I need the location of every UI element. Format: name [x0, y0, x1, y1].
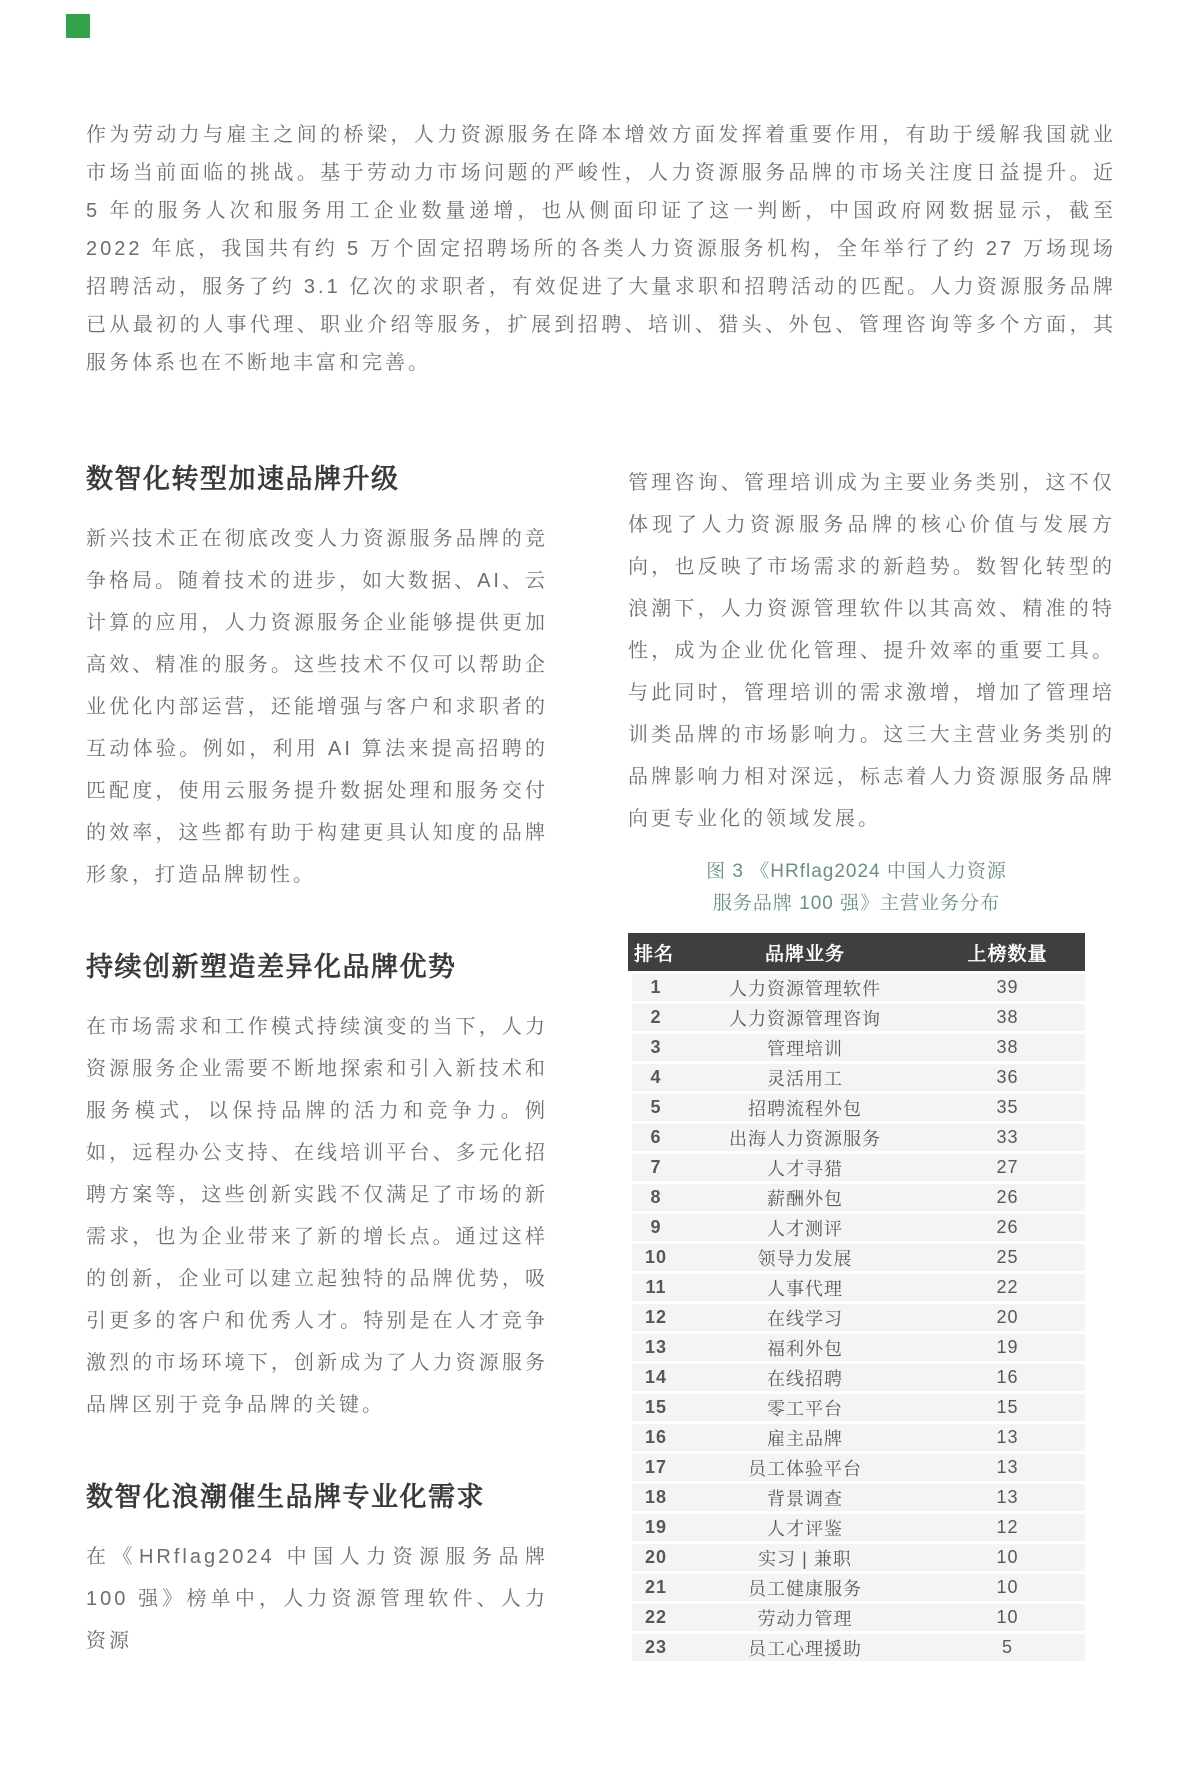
- business-cell: 出海人力资源服务: [680, 1124, 930, 1151]
- rank-cell: 6: [628, 1124, 680, 1151]
- business-cell: 领导力发展: [680, 1244, 930, 1271]
- section-body-innovation: 在市场需求和工作模式持续演变的当下，人力资源服务企业需要不断地探索和引入新技术和服务模式，以保持品牌的活力和竞争力。例如，远程办公支持、在线培训平台、多元化招聘方案等，这些创新实践不仅满足了市场的新需求，也为企业带来了新的增长点。通过这样的创新，企业可以建立起独特的品牌优势，吸引更多的客户和优秀人才。特别是在人才竞争激烈的市场环境下，创新成为了人力资源服务品牌区别于竞争品牌的关键。: [86, 1016, 548, 1416]
- right-column: [628, 446, 1115, 1664]
- rank-cell: 14: [628, 1364, 680, 1391]
- section-body-digital-transformation: 新兴技术正在彻底改变人力资源服务品牌的竞争格局。随着技术的进步，如大数据、AI、云计算的应用，人力资源服务企业能够提供更加高效、精准的服务。这些技术不仅可以帮助企业优化内部运营，还能增强与客户和求职者的互动体验。例如，利用 AI 算法来提高招聘的匹配度，使用云服务提升数据处理和服务交付的效率，这些都有助于构建更具认知度的品牌形象，打造品牌韧性。: [86, 528, 548, 886]
- table-row: [628, 1094, 1085, 1121]
- table-row: [628, 1214, 1085, 1241]
- business-cell: 实习 | 兼职: [680, 1544, 930, 1571]
- right-column-paragraph: 管理咨询、管理培训成为主要业务类别，这不仅体现了人力资源服务品牌的核心价值与发展方向，也反映了市场需求的新趋势。数智化转型的浪潮下，人力资源管理软件以其高效、精准的特性，成为企业优化管理、提升效率的重要工具。与此同时，管理培训的需求激增，增加了管理培训类品牌的市场影响力。这三大主营业务类别的品牌影响力相对深远，标志着人力资源服务品牌向更专业化的领域发展。: [628, 472, 1115, 830]
- table-header: [628, 933, 1085, 971]
- section-heading-digital-transformation: 数智化转型加速品牌升级: [86, 464, 400, 494]
- rank-cell: 23: [628, 1634, 680, 1661]
- brand-corner-square: [66, 14, 90, 38]
- rank-cell: 21: [628, 1574, 680, 1601]
- intro-paragraph: 作为劳动力与雇主之间的桥梁，人力资源服务在降本增效方面发挥着重要作用，有助于缓解我国就业市场当前面临的挑战。基于劳动力市场问题的严峻性，人力资源服务品牌的市场关注度日益提升。近 5 年的服务人次和服务用工企业数量递增，也从侧面印证了这一判断，中国政府网数据显示，截至 2022 年底，我国共有约 5 万个固定招聘场所的各类人力资源服务机构，全年举行了约 27 万场现场招聘活动，服务了约 3.1 亿次的求职者，有效促进了大量求职和招聘活动的匹配。人力资源服务品牌已从最初的人事代理、职业介绍等服务，扩展到招聘、培训、猎头、外包、管理咨询等多个方面，其服务体系也在不断地丰富和完善。: [86, 124, 1116, 374]
- business-cell: 人力资源管理咨询: [680, 1004, 930, 1031]
- rank-cell: 10: [628, 1244, 680, 1271]
- count-cell: 13: [930, 1454, 1085, 1481]
- count-cell: 38: [930, 1034, 1085, 1061]
- business-cell: 人事代理: [680, 1274, 930, 1301]
- count-cell: 12: [930, 1514, 1085, 1541]
- count-cell: 5: [930, 1634, 1085, 1661]
- business-cell: 在线招聘: [680, 1364, 930, 1391]
- rank-cell: 20: [628, 1544, 680, 1571]
- figure-caption-line2: 服务品牌 100 强》主营业务分布: [712, 893, 1001, 914]
- count-cell: 19: [930, 1334, 1085, 1361]
- count-cell: 27: [930, 1154, 1085, 1181]
- rank-cell: 22: [628, 1604, 680, 1631]
- rank-cell: 9: [628, 1214, 680, 1241]
- table-row: [628, 1634, 1085, 1661]
- business-cell: 福利外包: [680, 1334, 930, 1361]
- rank-cell: 15: [628, 1394, 680, 1421]
- business-cell: 薪酬外包: [680, 1184, 930, 1211]
- business-cell: 雇主品牌: [680, 1424, 930, 1451]
- business-cell: 员工体验平台: [680, 1454, 930, 1481]
- count-cell: 38: [930, 1004, 1085, 1031]
- rank-cell: 19: [628, 1514, 680, 1541]
- count-cell: 20: [930, 1304, 1085, 1331]
- business-distribution-table: [628, 930, 1085, 1664]
- table-row: [628, 974, 1085, 1001]
- table-row: [628, 1304, 1085, 1331]
- count-cell: 16: [930, 1364, 1085, 1391]
- rank-cell: 3: [628, 1034, 680, 1061]
- count-cell: 35: [930, 1094, 1085, 1121]
- table-row: [628, 1244, 1085, 1271]
- count-cell: 15: [930, 1394, 1085, 1421]
- rank-cell: 13: [628, 1334, 680, 1361]
- table-row: [628, 1034, 1085, 1061]
- rank-cell: 1: [628, 974, 680, 1001]
- business-cell: 员工心理援助: [680, 1634, 930, 1661]
- count-cell: 22: [930, 1274, 1085, 1301]
- rank-cell: 17: [628, 1454, 680, 1481]
- left-column: [86, 446, 548, 1662]
- business-cell: 在线学习: [680, 1304, 930, 1331]
- business-cell: 灵活用工: [680, 1064, 930, 1091]
- figure-3: [628, 856, 1085, 1664]
- figure-caption-line1: 图 3 《HRflag2024 中国人力资源: [706, 861, 1007, 882]
- table-row: [628, 1544, 1085, 1571]
- business-cell: 背景调查: [680, 1484, 930, 1511]
- rank-cell: 16: [628, 1424, 680, 1451]
- rank-cell: 5: [628, 1094, 680, 1121]
- table-row: [628, 1514, 1085, 1541]
- table-row: [628, 1424, 1085, 1451]
- business-cell: 零工平台: [680, 1394, 930, 1421]
- business-cell: 人力资源管理软件: [680, 974, 930, 1001]
- table-row: [628, 1364, 1085, 1391]
- business-column-header: 品牌业务: [680, 933, 930, 971]
- rank-column-header: 排名: [628, 933, 680, 971]
- business-cell: 人才寻猎: [680, 1154, 930, 1181]
- table-row: [628, 1484, 1085, 1511]
- table-row: [628, 1394, 1085, 1421]
- table-row: [628, 1604, 1085, 1631]
- business-cell: 人才测评: [680, 1214, 930, 1241]
- table-header-row: [628, 933, 1085, 971]
- count-cell: 26: [930, 1184, 1085, 1211]
- figure-caption: [628, 856, 1085, 920]
- business-cell: 劳动力管理: [680, 1604, 930, 1631]
- count-cell: 33: [930, 1124, 1085, 1151]
- table-row: [628, 1184, 1085, 1211]
- section-body-specialization: 在《HRflag2024 中国人力资源服务品牌 100 强》榜单中，人力资源管理软件、人力资源: [86, 1546, 548, 1652]
- table-row: [628, 1334, 1085, 1361]
- table-row: [628, 1454, 1085, 1481]
- count-cell: 25: [930, 1244, 1085, 1271]
- count-cell: 39: [930, 974, 1085, 1001]
- count-cell: 26: [930, 1214, 1085, 1241]
- table-row: [628, 1274, 1085, 1301]
- count-cell: 13: [930, 1484, 1085, 1511]
- business-cell: 管理培训: [680, 1034, 930, 1061]
- count-cell: 36: [930, 1064, 1085, 1091]
- section-heading-specialization: 数智化浪潮催生品牌专业化需求: [86, 1482, 485, 1512]
- count-cell: 10: [930, 1544, 1085, 1571]
- table-row: [628, 1124, 1085, 1151]
- rank-cell: 12: [628, 1304, 680, 1331]
- table-row: [628, 1064, 1085, 1091]
- business-cell: 员工健康服务: [680, 1574, 930, 1601]
- business-cell: 人才评鉴: [680, 1514, 930, 1541]
- rank-cell: 18: [628, 1484, 680, 1511]
- business-cell: 招聘流程外包: [680, 1094, 930, 1121]
- business-table-body: [628, 974, 1085, 1661]
- rank-cell: 2: [628, 1004, 680, 1031]
- count-cell: 13: [930, 1424, 1085, 1451]
- rank-cell: 7: [628, 1154, 680, 1181]
- rank-cell: 11: [628, 1274, 680, 1301]
- count-cell: 10: [930, 1604, 1085, 1631]
- count-column-header: 上榜数量: [930, 933, 1085, 971]
- rank-cell: 8: [628, 1184, 680, 1211]
- count-cell: 10: [930, 1574, 1085, 1601]
- section-heading-innovation: 持续创新塑造差异化品牌优势: [86, 952, 457, 982]
- table-row: [628, 1574, 1085, 1601]
- table-row: [628, 1154, 1085, 1181]
- table-row: [628, 1004, 1085, 1031]
- rank-cell: 4: [628, 1064, 680, 1091]
